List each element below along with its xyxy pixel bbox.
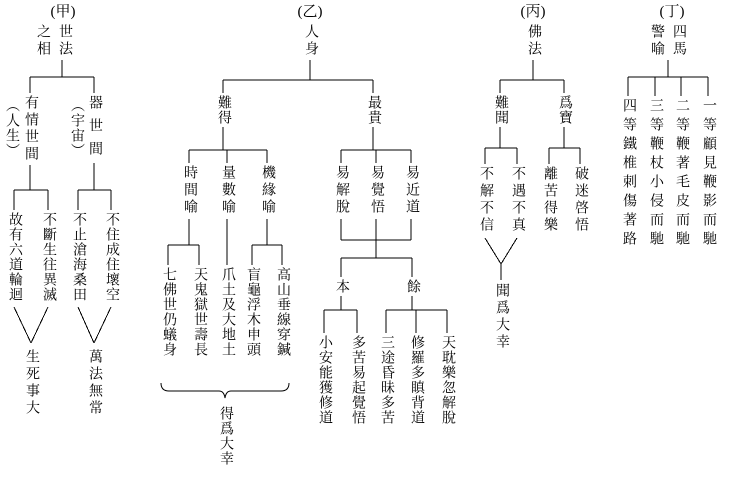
jia-leaf-2: 不斷生往異滅	[41, 212, 56, 302]
bing-leaf-1: 不解不信	[478, 166, 493, 234]
yi-example-3: 爪土及大地土	[220, 267, 235, 357]
node-easy-path: 易近道	[404, 165, 419, 216]
jia-conclusion-2: 萬法無常	[87, 349, 102, 417]
bing-conclusion: 聞爲大幸	[494, 283, 509, 351]
yi-example-4: 盲龜浮木申頭	[245, 267, 260, 357]
yi-example-5: 高山垂線穿鍼	[275, 267, 290, 357]
section-yi-label: (乙)	[297, 4, 323, 20]
section-bing-title: 佛法	[526, 24, 541, 58]
yi-example-2: 天鬼獄世壽長	[192, 267, 207, 357]
jia-conclusion-1: 生死事大	[24, 349, 39, 417]
ding-horse-4: 四等鐵椎刺傷著路	[621, 98, 636, 250]
jia-leaf-3: 不止滄海桑田	[71, 212, 86, 302]
yi-ben-child-1: 小安能獲修道	[317, 335, 332, 425]
ding-connectors	[628, 60, 708, 96]
node-sentient-world: 有情世間	[23, 95, 38, 163]
bing-leaf-4: 破迷啓悟	[573, 166, 588, 234]
section-ding-title-col2: 警喻	[649, 24, 664, 58]
node-time-parable: 時間喻	[182, 165, 197, 216]
node-easy-awakening: 易覺悟	[369, 165, 384, 216]
bing-leaf-2: 不遇不真	[510, 166, 525, 234]
section-jia-label: (甲)	[50, 4, 76, 20]
node-root: 本	[334, 279, 349, 294]
node-sentient-world-note: （人生）	[4, 98, 19, 158]
node-easy-liberation: 易解脫	[334, 165, 349, 216]
node-hard-to-hear: 難聞	[493, 95, 508, 125]
yi-examples-conclusion: 得爲大幸	[218, 406, 233, 466]
node-as-treasure: 爲寶	[557, 95, 572, 125]
yi-example-1: 七佛世仍蟻身	[161, 267, 176, 357]
jia-leaf-1: 故有六道輪迴	[7, 212, 22, 302]
yi-yu-child-2: 修羅多瞋背道	[409, 335, 424, 425]
ding-horse-1: 一等顧見鞭影而馳	[701, 98, 716, 250]
yi-yu-child-1: 三途昏昧多苦	[379, 335, 394, 425]
node-vessel-world-note: （宇宙）	[69, 98, 84, 158]
ding-horse-3: 三等鞭杖小侵而馳	[648, 98, 663, 250]
section-ding-label: (丁)	[659, 4, 685, 20]
section-bing-label: (丙)	[520, 4, 546, 20]
bing-leaf-3: 離苦得樂	[542, 166, 557, 234]
bing-connectors	[485, 60, 580, 280]
node-vessel-world: 器世間	[87, 95, 102, 164]
node-chance-parable: 機緣喻	[260, 165, 275, 216]
node-noble: 最貴	[366, 95, 381, 125]
section-yi-title: 人身	[303, 24, 318, 58]
yi-ben-child-2: 多苦易起覺悟	[350, 335, 365, 425]
section-ding-title-col1: 四馬	[671, 24, 686, 58]
yi-underbrace	[161, 383, 289, 398]
node-quantity-parable: 量數喻	[220, 165, 235, 216]
ding-horse-2: 二等鞭著毛皮而馳	[674, 98, 689, 250]
node-rare: 難得	[216, 95, 231, 125]
section-jia-title-col2: 之相	[35, 24, 50, 58]
node-rest: 餘	[405, 279, 420, 294]
jia-leaf-4: 不住成住壞空	[104, 212, 119, 302]
yi-yu-child-3: 天耽樂忽解脫	[440, 335, 455, 425]
section-jia-title-col1: 世法	[57, 24, 72, 58]
